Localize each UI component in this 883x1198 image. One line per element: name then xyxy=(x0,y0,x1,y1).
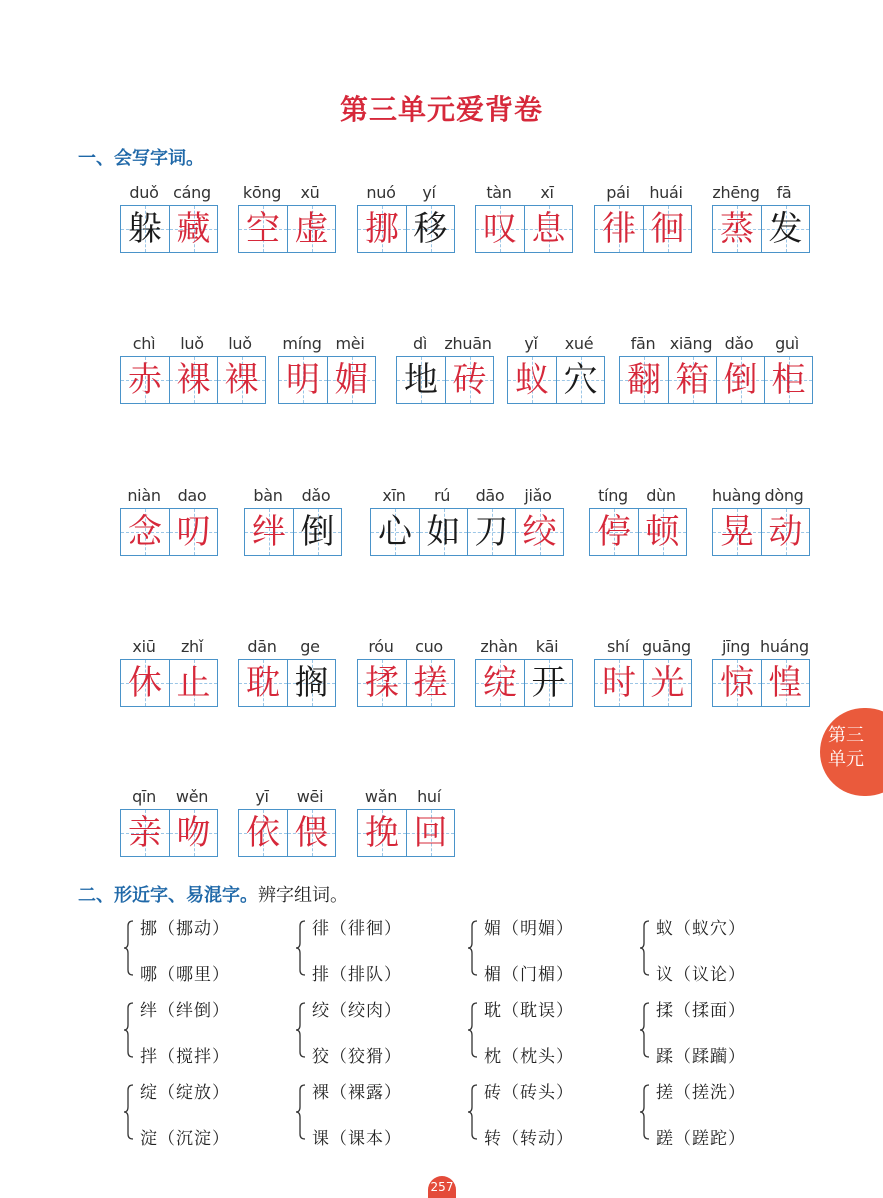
pinyin-row xyxy=(120,780,218,806)
section-2-label: 二、形近字、易混字。 xyxy=(78,885,258,906)
hanzi-char: 倒 xyxy=(300,512,335,552)
char-pair xyxy=(296,996,446,1066)
char-cell xyxy=(556,357,604,403)
word-item xyxy=(238,780,336,857)
pinyin-syllable: nuó xyxy=(366,183,396,202)
tianzige-boxes xyxy=(396,356,494,404)
hanzi-char: 赤 xyxy=(128,360,162,400)
pinyin-syllable: dāo xyxy=(475,486,505,505)
pinyin-syllable: jiǎo xyxy=(524,486,552,505)
pinyin-row xyxy=(594,630,692,656)
char-cell xyxy=(643,206,691,252)
hanzi-char: 徘 xyxy=(602,209,636,249)
hanzi-char: 刀 xyxy=(474,512,509,552)
pinyin-syllable: dùn xyxy=(646,486,676,505)
hanzi-char: 箱 xyxy=(675,360,710,400)
char-cell xyxy=(419,509,467,555)
word-item xyxy=(278,327,376,404)
tianzige-boxes xyxy=(712,508,810,556)
hanzi-char: 息 xyxy=(531,209,566,249)
hanzi-char: 挪 xyxy=(365,209,399,249)
pinyin-syllable: xīn xyxy=(382,486,406,505)
char-cell xyxy=(287,206,335,252)
pinyin-syllable: zhuān xyxy=(444,334,492,353)
pair-line-1: 挪（挪动） xyxy=(140,919,230,939)
pinyin-syllable: bàn xyxy=(253,486,283,505)
pinyin-syllable: zhǐ xyxy=(180,637,204,656)
tianzige-boxes xyxy=(120,659,218,707)
char-pair xyxy=(296,914,446,984)
pair-line-2: 排（排队） xyxy=(312,965,402,985)
char-cell xyxy=(327,357,375,403)
pinyin-syllable: ge xyxy=(300,637,320,656)
char-cell xyxy=(515,509,563,555)
char-pair xyxy=(124,996,274,1066)
hanzi-char: 空 xyxy=(246,209,280,249)
pinyin-syllable: zhàn xyxy=(480,637,518,656)
hanzi-char: 倒 xyxy=(723,360,758,400)
page-title: 第三单元爱背卷 xyxy=(339,93,543,126)
pinyin-row xyxy=(357,780,455,806)
hanzi-char: 搓 xyxy=(413,663,448,703)
brace-icon xyxy=(468,1084,478,1140)
hanzi-char: 蒸 xyxy=(720,209,754,249)
pinyin-syllable: róu xyxy=(368,637,394,656)
pinyin-syllable: jīng xyxy=(722,637,750,656)
char-pair xyxy=(124,914,274,984)
char-cell xyxy=(287,810,335,856)
pinyin-syllable: wēi xyxy=(296,787,324,806)
char-cell xyxy=(169,509,217,555)
pair-line-2: 枕（枕头） xyxy=(484,1047,574,1067)
char-cell xyxy=(217,357,265,403)
pinyin-syllable: shí xyxy=(606,637,630,656)
hanzi-char: 动 xyxy=(768,512,803,552)
char-cell xyxy=(476,206,524,252)
word-item xyxy=(244,479,342,556)
pinyin-row xyxy=(712,176,810,202)
tianzige-boxes xyxy=(120,205,218,253)
word-item xyxy=(712,479,810,556)
char-cell xyxy=(406,660,454,706)
brace-icon xyxy=(124,1084,134,1140)
char-cell xyxy=(764,357,812,403)
hanzi-char: 裸 xyxy=(224,360,259,400)
char-cell xyxy=(121,509,169,555)
char-pair xyxy=(296,1078,446,1148)
tianzige-boxes xyxy=(238,205,336,253)
word-item xyxy=(507,327,605,404)
hanzi-char: 耽 xyxy=(246,663,280,703)
hanzi-char: 媚 xyxy=(334,360,369,400)
pinyin-row xyxy=(396,327,494,353)
pinyin-row xyxy=(712,630,810,656)
char-cell xyxy=(524,206,572,252)
pinyin-syllable: rú xyxy=(433,486,451,505)
char-cell xyxy=(358,810,406,856)
hanzi-char: 晃 xyxy=(720,512,754,552)
pair-line-1: 绞（绞肉） xyxy=(312,1001,402,1021)
char-cell xyxy=(239,660,287,706)
unit-tab-line-1: 第三 xyxy=(828,725,864,746)
word-item xyxy=(475,630,573,707)
hanzi-char: 明 xyxy=(286,360,320,400)
pinyin-syllable: míng xyxy=(282,334,322,353)
hanzi-char: 徊 xyxy=(650,209,685,249)
char-cell xyxy=(620,357,668,403)
pinyin-syllable: fān xyxy=(630,334,656,353)
pinyin-syllable: luǒ xyxy=(228,334,252,353)
hanzi-char: 休 xyxy=(128,663,162,703)
hanzi-char: 虚 xyxy=(294,209,329,249)
hanzi-char: 绊 xyxy=(252,512,286,552)
pair-line-2: 哪（哪里） xyxy=(140,965,230,985)
char-cell xyxy=(476,660,524,706)
pair-line-1: 揉（揉面） xyxy=(656,1001,746,1021)
hanzi-char: 叹 xyxy=(483,209,517,249)
pinyin-syllable: kōng xyxy=(242,183,282,202)
tianzige-boxes xyxy=(619,356,813,404)
tianzige-boxes xyxy=(712,205,810,253)
char-cell xyxy=(169,810,217,856)
char-cell xyxy=(761,660,809,706)
hanzi-char: 时 xyxy=(602,663,636,703)
pinyin-syllable: dao xyxy=(177,486,207,505)
char-pair xyxy=(468,996,618,1066)
char-pair xyxy=(468,1078,618,1148)
word-item xyxy=(120,479,218,556)
tianzige-boxes xyxy=(589,508,687,556)
pinyin-syllable: yǐ xyxy=(524,334,538,353)
pinyin-syllable: xiāng xyxy=(669,334,713,353)
char-cell xyxy=(169,660,217,706)
word-item xyxy=(238,176,336,253)
pinyin-syllable: duǒ xyxy=(129,183,159,202)
hanzi-char: 绞 xyxy=(522,512,557,552)
pinyin-row xyxy=(594,176,692,202)
pair-line-1: 绊（绊倒） xyxy=(140,1001,230,1021)
pair-line-2: 蹂（蹂躏） xyxy=(656,1047,746,1067)
pair-line-1: 绽（绽放） xyxy=(140,1083,230,1103)
pinyin-syllable: xī xyxy=(540,183,554,202)
char-cell xyxy=(245,509,293,555)
hanzi-char: 叨 xyxy=(176,512,211,552)
pair-line-1: 媚（明媚） xyxy=(484,919,574,939)
pair-line-2: 课（课本） xyxy=(312,1129,402,1149)
brace-icon xyxy=(640,920,650,976)
pair-line-2: 蹉（蹉跎） xyxy=(656,1129,746,1149)
tianzige-boxes xyxy=(507,356,605,404)
char-cell xyxy=(358,660,406,706)
tianzige-boxes xyxy=(120,356,266,404)
pinyin-row xyxy=(120,630,218,656)
hanzi-char: 吻 xyxy=(176,813,211,853)
word-item xyxy=(370,479,564,556)
pinyin-row xyxy=(475,176,573,202)
brace-icon xyxy=(296,1002,306,1058)
pinyin-row xyxy=(244,479,342,505)
hanzi-char: 发 xyxy=(768,209,803,249)
pinyin-syllable: wěn xyxy=(175,787,209,806)
pinyin-row xyxy=(238,176,336,202)
pair-line-2: 狡（狡猾） xyxy=(312,1047,402,1067)
hanzi-char: 砖 xyxy=(452,360,487,400)
pinyin-row xyxy=(619,327,813,353)
pinyin-syllable: huái xyxy=(649,183,683,202)
hanzi-char: 亲 xyxy=(128,813,162,853)
char-cell xyxy=(358,206,406,252)
pinyin-row xyxy=(357,176,455,202)
pinyin-row xyxy=(120,176,218,202)
char-cell xyxy=(595,660,643,706)
pinyin-syllable: xué xyxy=(564,334,594,353)
pinyin-syllable: mèi xyxy=(335,334,365,353)
char-pair xyxy=(124,1078,274,1148)
char-cell xyxy=(169,357,217,403)
word-item xyxy=(712,176,810,253)
tianzige-boxes xyxy=(120,508,218,556)
pair-line-1: 蚁（蚁穴） xyxy=(656,919,746,939)
hanzi-char: 回 xyxy=(413,813,448,853)
char-cell xyxy=(524,660,572,706)
pinyin-row xyxy=(238,780,336,806)
char-cell xyxy=(508,357,556,403)
pair-line-2: 淀（沉淀） xyxy=(140,1129,230,1149)
pinyin-syllable: xiū xyxy=(132,637,156,656)
pinyin-syllable: yí xyxy=(422,183,436,202)
brace-icon xyxy=(296,920,306,976)
brace-icon xyxy=(124,1002,134,1058)
tianzige-boxes xyxy=(475,659,573,707)
pinyin-row xyxy=(475,630,573,656)
char-cell xyxy=(716,357,764,403)
hanzi-char: 如 xyxy=(426,512,461,552)
word-item xyxy=(357,176,455,253)
pinyin-syllable: fā xyxy=(776,183,792,202)
char-cell xyxy=(169,206,217,252)
brace-icon xyxy=(640,1002,650,1058)
pinyin-syllable: dǎo xyxy=(301,486,331,505)
word-item xyxy=(120,630,218,707)
char-cell xyxy=(287,660,335,706)
pinyin-row xyxy=(712,479,810,505)
pinyin-row xyxy=(357,630,455,656)
hanzi-char: 移 xyxy=(413,209,448,249)
pinyin-row xyxy=(507,327,605,353)
hanzi-char: 止 xyxy=(176,663,211,703)
char-cell xyxy=(595,206,643,252)
section-2-instruction: 辨字组词。 xyxy=(258,885,348,906)
section-1-heading: 一、会写字词。 xyxy=(78,148,204,169)
char-cell xyxy=(643,660,691,706)
pinyin-row xyxy=(238,630,336,656)
hanzi-char: 顿 xyxy=(645,512,680,552)
brace-icon xyxy=(124,920,134,976)
tianzige-boxes xyxy=(357,809,455,857)
char-cell xyxy=(239,810,287,856)
word-item xyxy=(120,327,266,404)
word-item xyxy=(589,479,687,556)
tianzige-boxes xyxy=(244,508,342,556)
tianzige-boxes xyxy=(475,205,573,253)
char-cell xyxy=(713,206,761,252)
char-pair xyxy=(640,1078,790,1148)
tianzige-boxes xyxy=(594,205,692,253)
pinyin-syllable: wǎn xyxy=(364,787,398,806)
char-cell xyxy=(406,810,454,856)
pinyin-syllable: pái xyxy=(606,183,630,202)
unit-tab-line-2: 单元 xyxy=(828,749,864,770)
brace-icon xyxy=(296,1084,306,1140)
pair-line-1: 徘（徘徊） xyxy=(312,919,402,939)
word-item xyxy=(357,780,455,857)
hanzi-char: 藏 xyxy=(176,209,211,249)
pair-line-2: 议（议论） xyxy=(656,965,746,985)
pinyin-syllable: tàn xyxy=(486,183,512,202)
char-pair xyxy=(468,914,618,984)
pinyin-syllable: zhēng xyxy=(712,183,760,202)
hanzi-char: 停 xyxy=(597,512,631,552)
word-item xyxy=(475,176,573,253)
pair-line-2: 拌（搅拌） xyxy=(140,1047,230,1067)
pinyin-row xyxy=(120,479,218,505)
char-cell xyxy=(239,206,287,252)
hanzi-char: 光 xyxy=(650,663,685,703)
pair-line-1: 砖（砖头） xyxy=(484,1083,574,1103)
pinyin-syllable: luǒ xyxy=(180,334,204,353)
hanzi-char: 念 xyxy=(128,512,162,552)
section-2-heading xyxy=(78,881,348,907)
tianzige-boxes xyxy=(238,659,336,707)
pinyin-row xyxy=(278,327,376,353)
pair-line-1: 耽（耽误） xyxy=(484,1001,574,1021)
pinyin-syllable: tíng xyxy=(598,486,628,505)
pinyin-syllable: huí xyxy=(417,787,441,806)
tianzige-boxes xyxy=(370,508,564,556)
word-item xyxy=(396,327,494,404)
pinyin-syllable: dǎo xyxy=(724,334,754,353)
pinyin-syllable: chì xyxy=(132,334,156,353)
pinyin-syllable: kāi xyxy=(535,637,559,656)
char-cell xyxy=(445,357,493,403)
word-item xyxy=(619,327,813,404)
char-cell xyxy=(293,509,341,555)
pinyin-syllable: huáng xyxy=(760,637,809,656)
tianzige-boxes xyxy=(278,356,376,404)
char-cell xyxy=(638,509,686,555)
char-cell xyxy=(121,357,169,403)
unit-tab[interactable] xyxy=(820,708,883,796)
word-item xyxy=(594,630,692,707)
hanzi-char: 依 xyxy=(246,813,280,853)
pair-line-1: 裸（裸露） xyxy=(312,1083,402,1103)
brace-icon xyxy=(468,920,478,976)
char-cell xyxy=(713,509,761,555)
hanzi-char: 惊 xyxy=(720,663,754,703)
hanzi-char: 翻 xyxy=(627,360,661,400)
pinyin-syllable: dòng xyxy=(764,486,804,505)
pair-line-2: 转（转动） xyxy=(484,1129,574,1149)
word-item xyxy=(238,630,336,707)
pinyin-syllable: huàng xyxy=(712,486,761,505)
hanzi-char: 躲 xyxy=(128,209,162,249)
pinyin-syllable: guāng xyxy=(642,637,691,656)
pinyin-syllable: qīn xyxy=(132,787,156,806)
page-number: 257 xyxy=(428,1176,456,1198)
hanzi-char: 蚁 xyxy=(515,360,549,400)
char-cell xyxy=(371,509,419,555)
word-item xyxy=(120,780,218,857)
pinyin-row xyxy=(370,479,564,505)
pinyin-syllable: dì xyxy=(412,334,427,353)
pair-line-1: 搓（搓洗） xyxy=(656,1083,746,1103)
hanzi-char: 惶 xyxy=(768,663,803,703)
char-pair xyxy=(640,996,790,1066)
pinyin-syllable: yī xyxy=(255,787,269,806)
char-pair xyxy=(640,914,790,984)
char-cell xyxy=(406,206,454,252)
tianzige-boxes xyxy=(357,205,455,253)
tianzige-boxes xyxy=(357,659,455,707)
pinyin-row xyxy=(120,327,266,353)
brace-icon xyxy=(640,1084,650,1140)
char-cell xyxy=(121,660,169,706)
hanzi-char: 穴 xyxy=(563,360,598,400)
pinyin-syllable: xū xyxy=(300,183,320,202)
pinyin-row xyxy=(589,479,687,505)
char-cell xyxy=(713,660,761,706)
tianzige-boxes xyxy=(594,659,692,707)
hanzi-char: 柜 xyxy=(771,360,806,400)
pinyin-syllable: cuo xyxy=(415,637,443,656)
word-item xyxy=(120,176,218,253)
hanzi-char: 绽 xyxy=(483,663,517,703)
hanzi-char: 地 xyxy=(404,360,438,400)
char-cell xyxy=(467,509,515,555)
pinyin-syllable: niàn xyxy=(127,486,161,505)
char-cell xyxy=(761,509,809,555)
char-cell xyxy=(668,357,716,403)
hanzi-char: 心 xyxy=(378,512,412,552)
pinyin-syllable: dān xyxy=(247,637,277,656)
hanzi-char: 裸 xyxy=(176,360,211,400)
word-item xyxy=(594,176,692,253)
hanzi-char: 偎 xyxy=(294,813,329,853)
char-cell xyxy=(121,810,169,856)
hanzi-char: 挽 xyxy=(365,813,399,853)
word-item xyxy=(357,630,455,707)
hanzi-char: 搁 xyxy=(294,663,329,703)
pair-line-2: 楣（门楣） xyxy=(484,965,574,985)
char-cell xyxy=(121,206,169,252)
brace-icon xyxy=(468,1002,478,1058)
pinyin-syllable: cáng xyxy=(173,183,211,202)
word-item xyxy=(712,630,810,707)
hanzi-char: 揉 xyxy=(365,663,399,703)
char-cell xyxy=(397,357,445,403)
pinyin-syllable: guì xyxy=(775,334,799,353)
tianzige-boxes xyxy=(712,659,810,707)
hanzi-char: 开 xyxy=(531,663,566,703)
char-cell xyxy=(590,509,638,555)
char-cell xyxy=(279,357,327,403)
tianzige-boxes xyxy=(238,809,336,857)
tianzige-boxes xyxy=(120,809,218,857)
char-cell xyxy=(761,206,809,252)
